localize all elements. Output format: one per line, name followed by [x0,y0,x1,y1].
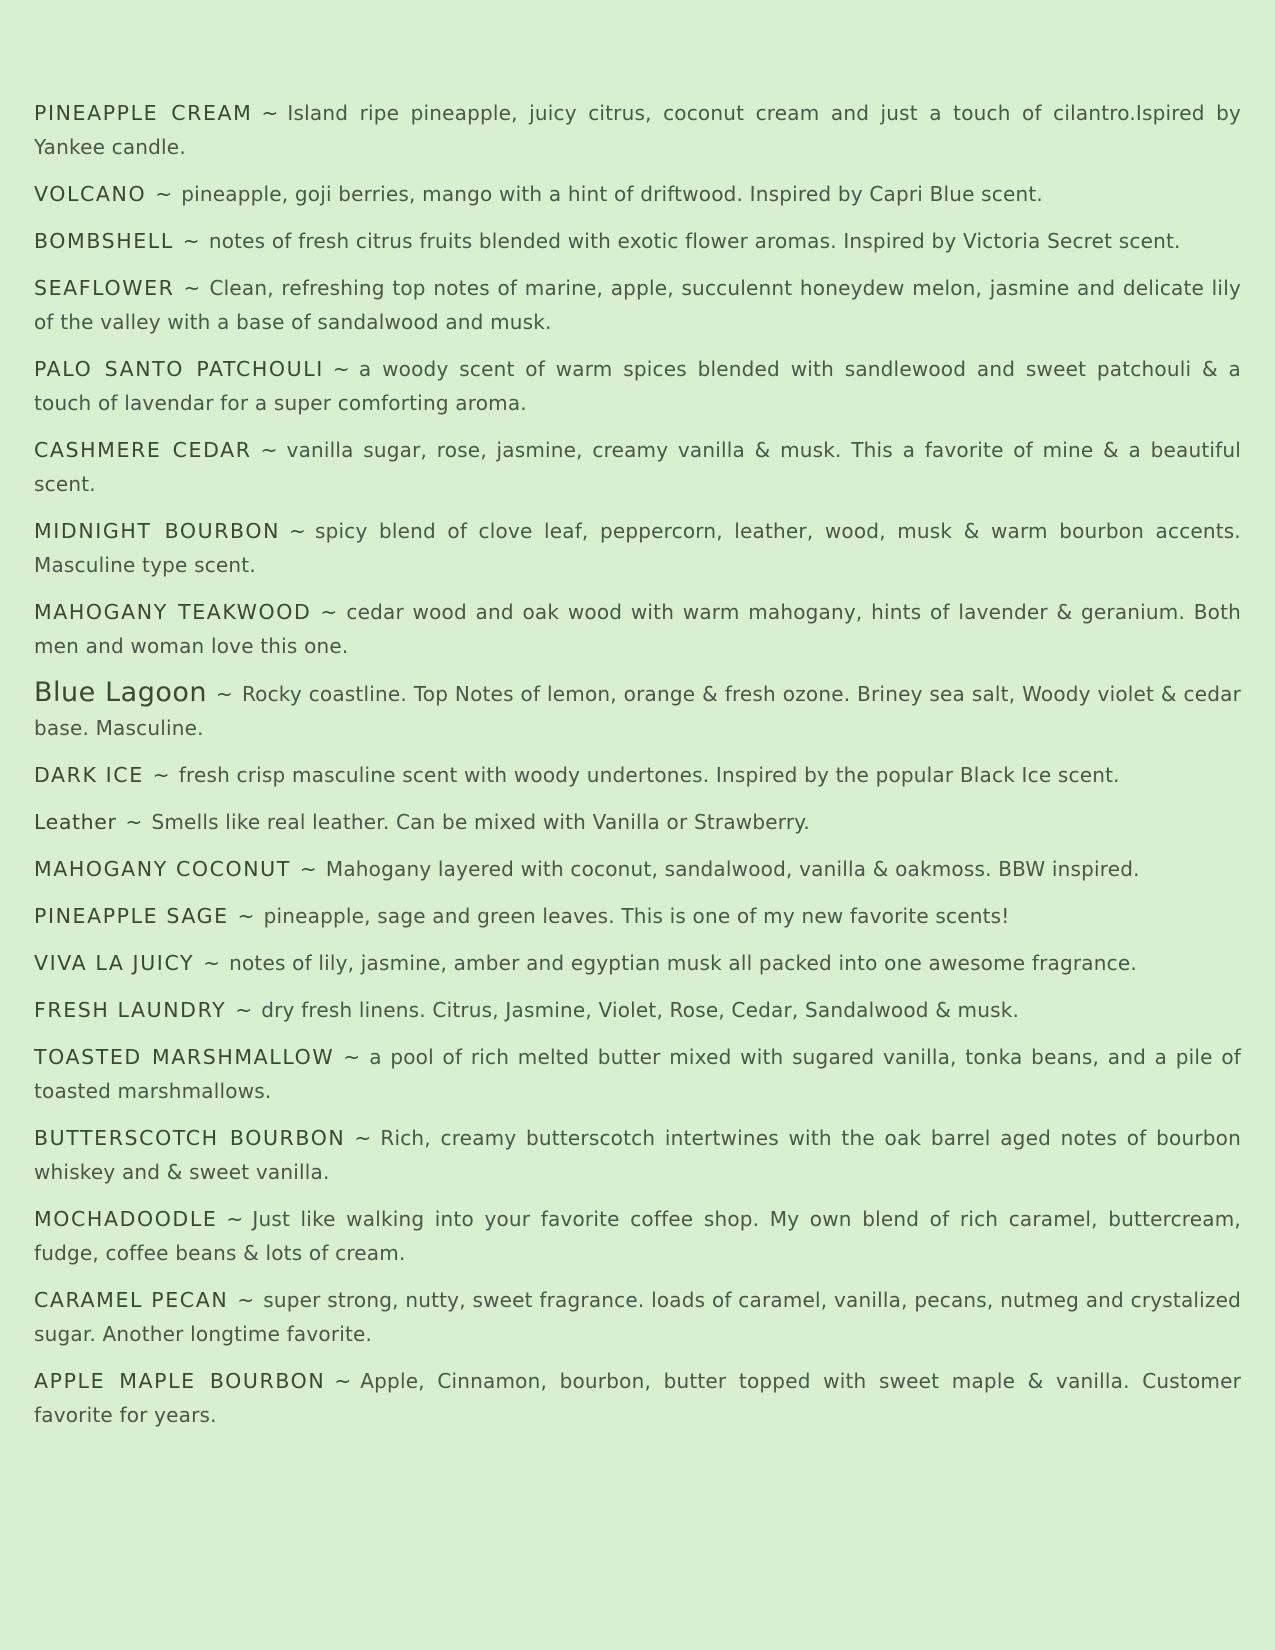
scent-description: Apple, Cinnamon, bourbon, butter topped with sweet maple & vanilla. Customer favorite for years. [34,1369,1242,1427]
scent-name: SEAFLOWER [34,276,175,300]
scent-item [34,805,1241,839]
scent-description: notes of lily, jasmine, amber and egyptian musk all packed into one awesome fragrance. [229,951,1137,975]
scent-item [34,1040,1241,1108]
scent-name: PINEAPPLE CREAM [34,101,253,125]
scent-item [34,1364,1241,1432]
scent-name: FRESH LAUNDRY [34,998,227,1022]
scent-item [34,1283,1241,1351]
scent-item [34,177,1241,211]
tilde-separator: ~ [155,182,173,206]
scent-item [34,1121,1241,1189]
scent-item [34,595,1241,663]
scent-name: CARAMEL PECAN [34,1288,229,1312]
tilde-separator: ~ [343,1045,361,1069]
scent-name: VIVA LA JUICY [34,951,195,975]
scent-name: MAHOGANY COCONUT [34,857,291,881]
scent-description: cedar wood and oak wood with warm mahogany, hints of lavender & geranium. Both men and woman love this one. [34,600,1241,658]
scent-name: VOLCANO [34,182,147,206]
scent-item [34,514,1241,582]
tilde-separator: ~ [334,1369,352,1393]
scent-name: CASHMERE CEDAR [34,438,252,462]
scent-item [34,96,1241,164]
scent-description: super strong, nutty, sweet fragrance. loads of caramel, vanilla, pecans, nutmeg and crystalized sugar. Another longtime favorite. [34,1288,1242,1346]
scent-description: pineapple, goji berries, mango with a hint of driftwood. Inspired by Capri Blue scent. [181,182,1043,206]
tilde-separator: ~ [237,1288,255,1312]
scent-description: a woody scent of warm spices blended with sandlewood and sweet patchouli & a touch of lavendar for a super comforting aroma. [34,357,1241,415]
scent-item [34,852,1241,886]
tilde-separator: ~ [125,810,143,834]
tilde-separator: ~ [215,682,233,706]
scent-description: Just like walking into your favorite coffee shop. My own blend of rich caramel, buttercream, fudge, coffee beans & lots of cream. [34,1207,1241,1265]
scent-name: Blue Lagoon [34,677,207,708]
scent-name: MIDNIGHT BOURBON [34,519,281,543]
tilde-separator: ~ [235,998,253,1022]
scent-description: vanilla sugar, rose, jasmine, creamy vanilla & musk. This a favorite of mine & a beautiful scent. [34,438,1241,496]
scent-item [34,676,1241,745]
scent-item [34,433,1241,501]
tilde-separator: ~ [299,857,317,881]
tilde-separator: ~ [289,519,306,543]
scent-name: MOCHADOODLE [34,1207,218,1231]
scent-description: Rich, creamy butterscotch intertwines with the oak barrel aged notes of bourbon whiskey and & sweet vanilla. [34,1126,1241,1184]
scent-description: dry fresh linens. Citrus, Jasmine, Violet, Rose, Cedar, Sandalwood & musk. [261,998,1020,1022]
scent-description: a pool of rich melted butter mixed with sugared vanilla, tonka beans, and a pile of toasted marshmallows. [34,1045,1242,1103]
scent-name: DARK ICE [34,763,144,787]
scent-description: Rocky coastline. Top Notes of lemon, orange & fresh ozone. Briney sea salt, Woody violet & cedar base. Masculine. [34,682,1241,740]
scent-name: MAHOGANY TEAKWOOD [34,600,312,624]
tilde-separator: ~ [260,438,278,462]
scent-item [34,352,1241,420]
scent-item [34,993,1241,1027]
scent-description: Mahogany layered with coconut, sandalwood, vanilla & oakmoss. BBW inspired. [325,857,1140,881]
scent-description: Clean, refreshing top notes of marine, apple, succulennt honeydew melon, jasmine and delicate lily of the valley with a base of sandalwood and musk. [34,276,1241,334]
scent-description: Smells like real leather. Can be mixed with Vanilla or Strawberry. [151,810,810,834]
tilde-separator: ~ [320,600,338,624]
scent-name: TOASTED MARSHMALLOW [34,1045,335,1069]
tilde-separator: ~ [332,357,350,381]
tilde-separator: ~ [237,904,255,928]
scent-item [34,899,1241,933]
tilde-separator: ~ [182,229,200,253]
scent-name: BOMBSHELL [34,229,174,253]
tilde-separator: ~ [183,276,201,300]
scent-description: Island ripe pineapple, juicy citrus, coconut cream and just a touch of cilantro.Ispired by Yankee candle. [34,101,1241,159]
scent-name: PINEAPPLE SAGE [34,904,229,928]
scent-description: fresh crisp masculine scent with woody undertones. Inspired by the popular Black Ice scent. [178,763,1120,787]
scent-item [34,1202,1241,1270]
scent-description: notes of fresh citrus fruits blended with exotic flower aromas. Inspired by Victoria Secret scent. [208,229,1181,253]
tilde-separator: ~ [354,1126,372,1150]
scent-name: Leather [34,810,117,834]
scent-name: APPLE MAPLE BOURBON [34,1369,326,1393]
scent-item [34,758,1241,792]
tilde-separator: ~ [203,951,221,975]
scent-item [34,224,1241,258]
scent-name: PALO SANTO PATCHOULI [34,357,324,381]
tilde-separator: ~ [261,101,279,125]
scent-item [34,946,1241,980]
scent-description: pineapple, sage and green leaves. This is one of my new favorite scents! [263,904,1010,928]
scent-description: spicy blend of clove leaf, peppercorn, leather, wood, musk & warm bourbon accents. Masculine type scent. [34,519,1241,577]
tilde-separator: ~ [152,763,170,787]
tilde-separator: ~ [226,1207,244,1231]
scent-name: BUTTERSCOTCH BOURBON [34,1126,346,1150]
scent-item [34,271,1241,339]
